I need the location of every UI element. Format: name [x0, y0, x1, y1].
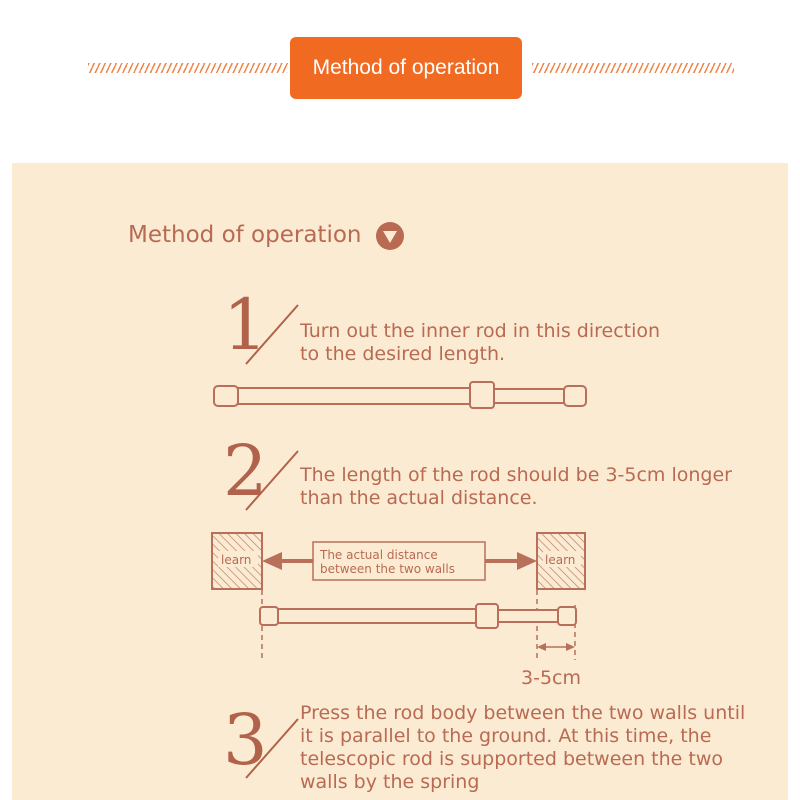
right-wall-label: learn	[545, 553, 576, 567]
telescopic-rod-1	[214, 382, 586, 408]
dimension-label: 3-5cm	[521, 667, 581, 689]
step-2-line-1: The length of the rod should be 3-5cm longer	[300, 464, 732, 486]
right-wall	[537, 533, 585, 589]
step-number-2: 2	[223, 430, 268, 512]
distance-label-line-1: The actual distance	[320, 548, 438, 562]
step-3-line-3: telescopic rod is supported between the two	[300, 748, 724, 770]
left-wall	[212, 533, 262, 589]
section-title: Method of operation	[128, 222, 362, 248]
step-2-line-2: than the actual distance.	[300, 487, 538, 509]
step-1-line-2: to the desired length.	[300, 343, 506, 365]
distance-label-line-2: between the two walls	[320, 562, 455, 576]
dimension-arrow	[537, 643, 575, 651]
step-3-line-1: Press the rod body between the two walls until	[300, 702, 746, 724]
step-3-line-4: walls by the spring	[300, 771, 480, 793]
step-number-3: 3	[223, 699, 268, 781]
step-1-line-1: Turn out the inner rod in this direction	[300, 320, 661, 342]
step-number-1: 1	[223, 284, 268, 366]
dashed-guides	[262, 590, 575, 660]
header-badge-label: Method of operation	[312, 56, 500, 79]
left-wall-label: learn	[221, 553, 252, 567]
step-3-line-2: it is parallel to the ground. At this time, the	[300, 725, 712, 747]
telescopic-rod-2	[260, 604, 576, 628]
